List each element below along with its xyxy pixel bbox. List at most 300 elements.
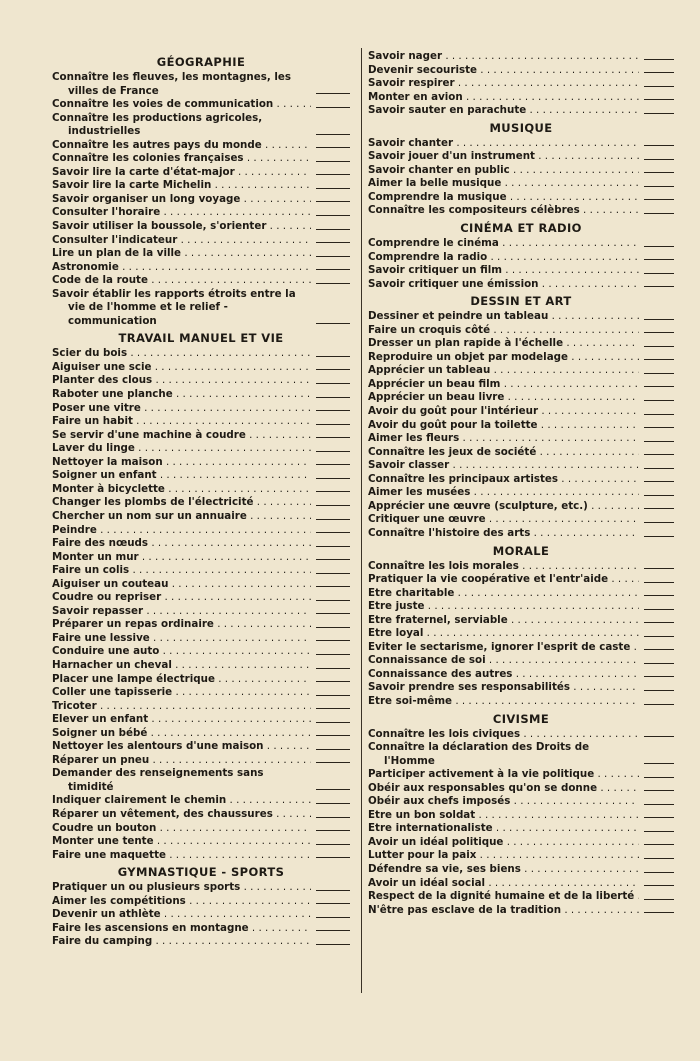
answer-blank-line[interactable] (316, 573, 350, 574)
list-item (368, 695, 674, 709)
answer-blank-line[interactable] (644, 790, 674, 791)
item-label: Etre un bon soldat . . . (368, 809, 639, 823)
list-item (368, 278, 674, 292)
list-item (368, 419, 674, 433)
answer-blank-line[interactable] (644, 186, 674, 187)
item-label: Avoir un idéal social . . . (368, 877, 639, 891)
answer-blank-line[interactable] (316, 107, 350, 108)
section-heading: CIVISME (492, 711, 550, 726)
answer-blank-line[interactable] (644, 259, 674, 260)
answer-blank-line[interactable] (316, 256, 350, 257)
item-label: Etre internationaliste . . . (368, 822, 639, 836)
item-label: Coudre un bouton . . . (52, 822, 311, 836)
list-item (368, 446, 674, 460)
item-label: Eviter le sectarisme, ignorer l'esprit de caste . . . (368, 641, 639, 655)
item-label: Avoir du goût pour la toilette . . . (368, 419, 639, 433)
list-item (368, 768, 674, 782)
list-item (52, 483, 350, 497)
list-item (368, 836, 674, 850)
item-label: Connaître les principaux artistes . . . (368, 473, 639, 487)
answer-blank-line[interactable] (644, 663, 674, 664)
answer-blank-line[interactable] (316, 600, 350, 601)
answer-blank-line[interactable] (316, 681, 350, 682)
item-label: Changer les plombs de l'électricité . . . (52, 496, 311, 510)
list-item (368, 654, 674, 668)
section-heading: GYMNASTIQUE - SPORTS (117, 865, 285, 880)
section-heading: CINÉMA ET RADIO (460, 221, 582, 236)
section-heading: DESSIN ET ART (470, 294, 572, 309)
list-item (368, 432, 674, 446)
answer-blank-line[interactable] (644, 872, 674, 873)
answer-blank-line[interactable] (316, 844, 350, 845)
answer-blank-line[interactable] (316, 283, 350, 284)
answer-blank-line[interactable] (316, 917, 350, 918)
answer-blank-line[interactable] (316, 519, 350, 520)
answer-blank-line[interactable] (644, 844, 674, 845)
list-item (368, 809, 674, 823)
list-item (368, 324, 674, 338)
list-item (368, 904, 674, 918)
item-label: Comprendre la musique . . . (368, 191, 639, 205)
item-label: Demander des renseignements sans timidité (52, 767, 264, 793)
answer-blank-line[interactable] (316, 201, 350, 202)
item-label: Connaître la déclaration des Droits de l'Homme (368, 741, 590, 767)
answer-blank-line[interactable] (644, 636, 674, 637)
list-item (52, 139, 350, 153)
answer-blank-line[interactable] (644, 912, 674, 913)
item-label: N'être pas esclave de la tradition . . . (368, 904, 639, 918)
item-label: Connaître les autres pays du monde . . . (52, 139, 311, 153)
answer-blank-line[interactable] (644, 609, 674, 610)
answer-blank-line[interactable] (316, 491, 350, 492)
list-item (368, 822, 674, 836)
answer-blank-line[interactable] (316, 762, 350, 763)
item-label: Faire du camping . . . (52, 935, 311, 949)
list-item (368, 513, 674, 527)
item-label: Elever un enfant . . . (52, 713, 311, 727)
answer-blank-line[interactable] (316, 654, 350, 655)
list-item (368, 251, 674, 265)
item-label: Savoir lire la carte d'état-major . . . (52, 166, 311, 180)
list-item (368, 177, 674, 191)
answer-blank-line[interactable] (316, 464, 350, 465)
item-label: Tricoter . . . (52, 700, 311, 714)
list-item (52, 808, 350, 822)
answer-blank-line[interactable] (316, 803, 350, 804)
answer-blank-line[interactable] (644, 595, 674, 596)
item-label: Comprendre le cinéma . . . (368, 237, 639, 251)
list-item (368, 64, 674, 78)
answer-blank-line[interactable] (644, 373, 674, 374)
item-label: Apprécier un beau livre . . . (368, 391, 639, 405)
answer-blank-line[interactable] (644, 199, 674, 200)
answer-blank-line[interactable] (644, 332, 674, 333)
list-item (52, 645, 350, 659)
list-item (52, 71, 350, 98)
item-label: Reproduire un objet par modelage . . . (368, 351, 639, 365)
item-label: Apprécier un beau film . . . (368, 378, 639, 392)
answer-blank-line[interactable] (644, 427, 674, 428)
answer-blank-line[interactable] (316, 174, 350, 175)
answer-blank-line[interactable] (316, 627, 350, 628)
list-item (368, 863, 674, 877)
column-divider (361, 48, 362, 993)
list-item (52, 537, 350, 551)
item-label: Savoir établir les rapports étroits entre la vie de l'homme et le relief - communication (52, 287, 296, 327)
item-label: Faire un colis . . . (52, 564, 311, 578)
item-label: Savoir nager . . . (368, 50, 639, 64)
answer-blank-line[interactable] (644, 172, 674, 173)
item-label: Lutter pour la paix . . . (368, 849, 639, 863)
list-item (52, 881, 350, 895)
list-item (368, 164, 674, 178)
answer-blank-line[interactable] (316, 397, 350, 398)
list-item (52, 152, 350, 166)
answer-blank-line[interactable] (644, 59, 674, 60)
item-label: Savoir chanter . . . (368, 137, 639, 151)
answer-blank-line[interactable] (316, 613, 350, 614)
answer-blank-line[interactable] (316, 323, 350, 324)
list-item (368, 600, 674, 614)
answer-blank-line[interactable] (316, 830, 350, 831)
answer-blank-line[interactable] (316, 356, 350, 357)
item-label: Avoir un idéal politique . . . (368, 836, 639, 850)
answer-blank-line[interactable] (644, 86, 674, 87)
list-item (52, 922, 350, 936)
list-item (52, 347, 350, 361)
answer-blank-line[interactable] (316, 269, 350, 270)
answer-blank-line[interactable] (316, 930, 350, 931)
answer-blank-line[interactable] (644, 213, 674, 214)
list-item (368, 527, 674, 541)
list-item (368, 890, 674, 904)
section-cinema-et-radio (368, 221, 674, 291)
list-item (368, 351, 674, 365)
item-label: Réparer un vêtement, des chaussures . . . (52, 808, 311, 822)
answer-blank-line[interactable] (644, 536, 674, 537)
item-label: Consulter l'horaire . . . (52, 206, 311, 220)
item-label: Connaître les lois morales . . . (368, 560, 639, 574)
list-item (52, 496, 350, 510)
item-label: Obéir aux responsables qu'on se donne . . . (368, 782, 639, 796)
answer-blank-line[interactable] (316, 369, 350, 370)
list-item (368, 459, 674, 473)
list-item (52, 835, 350, 849)
list-item (52, 632, 350, 646)
answer-blank-line[interactable] (644, 763, 674, 764)
answer-blank-line[interactable] (316, 161, 350, 162)
answer-blank-line[interactable] (316, 789, 350, 790)
list-item (52, 673, 350, 687)
item-label: Planter des clous . . . (52, 374, 311, 388)
item-label: Savoir respirer . . . (368, 77, 639, 91)
item-label: Code de la route . . . (52, 274, 311, 288)
answer-blank-line[interactable] (316, 695, 350, 696)
answer-blank-line[interactable] (644, 582, 674, 583)
list-item (52, 234, 350, 248)
list-item (52, 179, 350, 193)
item-label: Faire un croquis côté . . . (368, 324, 639, 338)
answer-blank-line[interactable] (644, 113, 674, 114)
item-label: Apprécier un tableau . . . (368, 364, 639, 378)
section-geographie (52, 55, 350, 328)
item-label: Apprécier une œuvre (sculpture, etc.) . . . (368, 500, 639, 514)
item-label: Savoir sauter en parachute . . . (368, 104, 639, 118)
item-label: Aiguiser un couteau . . . (52, 578, 311, 592)
answer-blank-line[interactable] (316, 708, 350, 709)
item-label: Savoir critiquer un film . . . (368, 264, 639, 278)
answer-blank-line[interactable] (316, 147, 350, 148)
list-item (52, 288, 350, 329)
answer-blank-line[interactable] (316, 229, 350, 230)
answer-blank-line[interactable] (316, 424, 350, 425)
list-item (52, 767, 350, 794)
answer-blank-line[interactable] (644, 676, 674, 677)
item-label: Placer une lampe électrique . . . (52, 673, 311, 687)
item-label: Nettoyer les alentours d'une maison . . . (52, 740, 311, 754)
item-label: Raboter une planche . . . (52, 388, 311, 402)
list-item (52, 193, 350, 207)
list-item (368, 191, 674, 205)
list-item (368, 150, 674, 164)
answer-blank-line[interactable] (644, 468, 674, 469)
list-item (52, 605, 350, 619)
answer-blank-line[interactable] (644, 831, 674, 832)
answer-blank-line[interactable] (644, 273, 674, 274)
answer-blank-line[interactable] (316, 451, 350, 452)
list-item (52, 822, 350, 836)
list-item (368, 137, 674, 151)
answer-blank-line[interactable] (644, 400, 674, 401)
answer-blank-line[interactable] (316, 903, 350, 904)
answer-blank-line[interactable] (644, 899, 674, 900)
list-item (368, 877, 674, 891)
answer-blank-line[interactable] (316, 215, 350, 216)
list-item (52, 659, 350, 673)
list-item (368, 91, 674, 105)
item-label: Connaître les productions agricoles, industrielles (52, 111, 263, 138)
answer-blank-line[interactable] (644, 246, 674, 247)
item-label: Savoir jouer d'un instrument . . . (368, 150, 639, 164)
answer-blank-line[interactable] (316, 93, 350, 94)
item-label: Aimer les fleurs . . . (368, 432, 639, 446)
answer-blank-line[interactable] (316, 735, 350, 736)
list-item (368, 573, 674, 587)
item-label: Etre fraternel, serviable . . . (368, 614, 639, 628)
list-item (368, 641, 674, 655)
answer-blank-line[interactable] (316, 437, 350, 438)
item-label: Nettoyer la maison . . . (52, 456, 311, 470)
answer-blank-line[interactable] (644, 804, 674, 805)
list-item (52, 578, 350, 592)
list-item (52, 374, 350, 388)
answer-blank-line[interactable] (316, 532, 350, 533)
answer-blank-line[interactable] (644, 858, 674, 859)
list-item (52, 469, 350, 483)
answer-blank-line[interactable] (316, 188, 350, 189)
answer-blank-line[interactable] (644, 817, 674, 818)
answer-blank-line[interactable] (316, 640, 350, 641)
answer-blank-line[interactable] (644, 568, 674, 569)
item-label: Aimer les compétitions . . . (52, 895, 311, 909)
answer-blank-line[interactable] (644, 522, 674, 523)
list-item (52, 361, 350, 375)
list-item (52, 456, 350, 470)
answer-blank-line[interactable] (644, 159, 674, 160)
list-item (368, 364, 674, 378)
item-label: Poser une vitre . . . (52, 402, 311, 416)
answer-blank-line[interactable] (644, 622, 674, 623)
list-item (368, 849, 674, 863)
answer-blank-line[interactable] (316, 134, 350, 135)
answer-blank-line[interactable] (316, 505, 350, 506)
answer-blank-line[interactable] (316, 817, 350, 818)
answer-blank-line[interactable] (644, 690, 674, 691)
item-label: Critiquer une œuvre . . . (368, 513, 639, 527)
answer-blank-line[interactable] (644, 286, 674, 287)
item-label: Respect de la dignité humaine et de la liberté . . . (368, 890, 639, 904)
item-label: Coudre ou repriser . . . (52, 591, 311, 605)
list-item (52, 700, 350, 714)
item-label: Chercher un nom sur un annuaire . . . (52, 510, 311, 524)
item-label: Connaissance de soi . . . (368, 654, 639, 668)
item-label: Connaître les jeux de société . . . (368, 446, 639, 460)
list-item (52, 415, 350, 429)
item-label: Connaître les colonies françaises . . . (52, 152, 311, 166)
item-label: Scier du bois . . . (52, 347, 311, 361)
list-item (368, 728, 674, 742)
answer-blank-line[interactable] (644, 359, 674, 360)
list-item (368, 264, 674, 278)
item-label: Aiguiser une scie . . . (52, 361, 311, 375)
answer-blank-line[interactable] (316, 546, 350, 547)
list-item (368, 473, 674, 487)
section-travail-manuel-et-vie (52, 331, 350, 862)
answer-blank-line[interactable] (316, 890, 350, 891)
answer-blank-line[interactable] (316, 478, 350, 479)
item-label: Savoir repasser . . . (52, 605, 311, 619)
list-item (52, 754, 350, 768)
answer-blank-line[interactable] (644, 704, 674, 705)
list-item (368, 77, 674, 91)
item-label: Comprendre la radio . . . (368, 251, 639, 265)
item-label: Réparer un pneu . . . (52, 754, 311, 768)
right-column (368, 50, 674, 917)
answer-blank-line[interactable] (316, 242, 350, 243)
item-label: Harnacher un cheval . . . (52, 659, 311, 673)
answer-blank-line[interactable] (644, 885, 674, 886)
item-label: Devenir un athlète . . . (52, 908, 311, 922)
answer-blank-line[interactable] (644, 495, 674, 496)
item-label: Connaître les lois civiques . . . (368, 728, 639, 742)
item-label: Consulter l'indicateur . . . (52, 234, 311, 248)
answer-blank-line[interactable] (316, 722, 350, 723)
list-item (368, 337, 674, 351)
item-label: Monter un mur . . . (52, 551, 311, 565)
answer-blank-line[interactable] (316, 383, 350, 384)
section-morale (368, 544, 674, 709)
answer-blank-line[interactable] (644, 386, 674, 387)
answer-blank-line[interactable] (316, 559, 350, 560)
answer-blank-line[interactable] (644, 414, 674, 415)
list-item (368, 405, 674, 419)
list-item (368, 500, 674, 514)
item-label: Connaissance des autres . . . (368, 668, 639, 682)
item-label: Aimer les musées . . . (368, 486, 639, 500)
list-item (52, 166, 350, 180)
list-item (368, 104, 674, 118)
answer-blank-line[interactable] (644, 777, 674, 778)
answer-blank-line[interactable] (644, 454, 674, 455)
list-item (52, 935, 350, 949)
answer-blank-line[interactable] (644, 441, 674, 442)
answer-blank-line[interactable] (316, 668, 350, 669)
item-label: Défendre sa vie, ses biens . . . (368, 863, 639, 877)
section-civisme (368, 712, 674, 918)
list-item (52, 551, 350, 565)
list-item (52, 510, 350, 524)
answer-blank-line[interactable] (316, 857, 350, 858)
list-item (52, 591, 350, 605)
item-label: Participer activement à la vie politique . . . (368, 768, 639, 782)
list-item (52, 740, 350, 754)
item-label: Faire les ascensions en montagne . . . (52, 922, 311, 936)
answer-blank-line[interactable] (644, 481, 674, 482)
answer-blank-line[interactable] (644, 346, 674, 347)
list-item (368, 668, 674, 682)
item-label: Connaître les fleuves, les montagnes, les villes de France (52, 71, 292, 97)
section-musique (368, 121, 674, 218)
list-item (52, 849, 350, 863)
answer-blank-line[interactable] (644, 99, 674, 100)
item-label: Obéir aux chefs imposés . . . (368, 795, 639, 809)
answer-blank-line[interactable] (644, 649, 674, 650)
list-item (368, 627, 674, 641)
list-item (52, 112, 350, 139)
item-label: Monter en avion . . . (368, 91, 639, 105)
item-label: Laver du linge . . . (52, 442, 311, 456)
answer-blank-line[interactable] (644, 72, 674, 73)
answer-blank-line[interactable] (316, 749, 350, 750)
item-label: Lire un plan de la ville . . . (52, 247, 311, 261)
item-label: Savoir classer . . . (368, 459, 639, 473)
list-item (52, 524, 350, 538)
list-item (52, 206, 350, 220)
section-dessin-et-art (368, 294, 674, 540)
answer-blank-line[interactable] (644, 736, 674, 737)
answer-blank-line[interactable] (316, 944, 350, 945)
answer-blank-line[interactable] (644, 319, 674, 320)
item-label: Faire un habit . . . (52, 415, 311, 429)
list-item (52, 247, 350, 261)
list-item (52, 98, 350, 112)
answer-blank-line[interactable] (644, 508, 674, 509)
item-label: Pratiquer un ou plusieurs sports . . . (52, 881, 311, 895)
list-item (368, 587, 674, 601)
list-item (368, 310, 674, 324)
item-label: Savoir utiliser la boussole, s'orienter . . . (52, 220, 311, 234)
answer-blank-line[interactable] (644, 145, 674, 146)
item-label: Faire des nœuds . . . (52, 537, 311, 551)
item-label: Dresser un plan rapide à l'échelle . . . (368, 337, 639, 351)
answer-blank-line[interactable] (316, 586, 350, 587)
answer-blank-line[interactable] (316, 410, 350, 411)
list-item (368, 614, 674, 628)
section-heading: MUSIQUE (489, 120, 553, 135)
left-column (52, 52, 350, 949)
item-label: Dessiner et peindre un tableau . . . (368, 310, 639, 324)
item-label: Peindre . . . (52, 524, 311, 538)
